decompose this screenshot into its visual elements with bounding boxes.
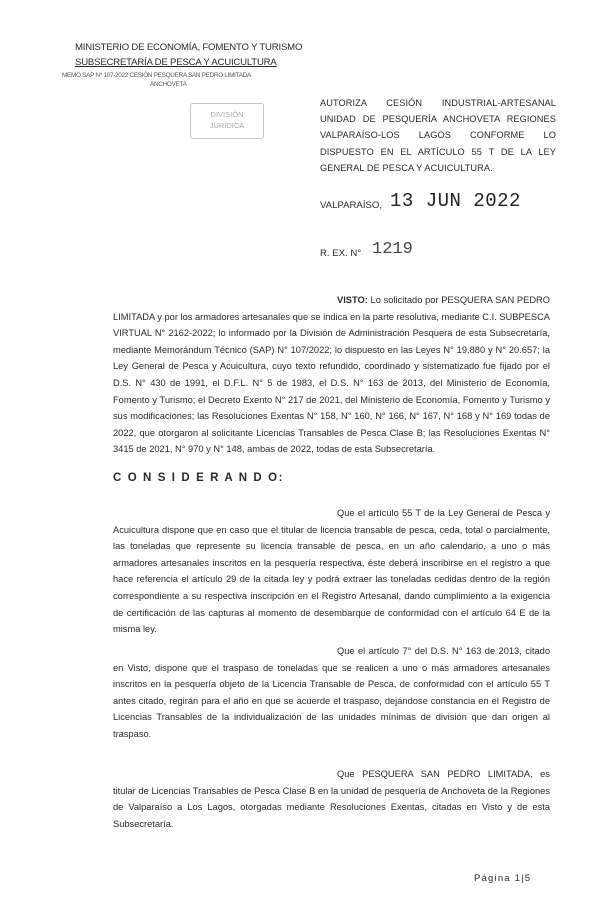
memo-reference-subject: ANCHOVETA [150,81,187,88]
considerando-paragraph-3: Que PESQUERA SAN PEDRO LIMITADA, es titular de Licencias Transables de Pesca Clase B en la unidad de pesquería de Anchoveta de la Regiones de Valparaíso a Los Lagos, otorgadas mediante Resoluciones Exentas, citadas en Visto y de esta Subsecretaría. [113,769,550,829]
page-number: Página 1|5 [474,873,532,884]
considerando-heading: C O N S I D E R A N D O: [113,472,285,484]
visto-label: VISTO: [337,295,368,305]
resolution-title: AUTORIZA CESIÓN INDUSTRIAL-ARTESANAL UNIDAD DE PESQUERÍA ANCHOVETA REGIONES VALPARAÍSO-LOS LAGOS CONFORME LO DISPUESTO EN EL ARTÍCULO 55 T DE LA LEY GENERAL DE PESCA Y ACUICULTURA. [320,98,556,173]
rex-label: R. EX. N° [320,248,362,259]
visto-paragraph [113,292,550,458]
subsecretaria-name: SUBSECRETARÍA DE PESCA Y ACUICULTURA [75,57,277,68]
city-label: VALPARAÍSO, [320,200,383,211]
rex-number: 1219 [372,240,413,259]
visto-text: Lo solicitado por PESQUERA SAN PEDRO LIMITADA y por los armadores artesanales que se indica en la parte resolutiva, mediante C.I. SUBPESCA VIRTUAL N° 2162-2022; lo informado por la División de Administración Pesquera de esta Subsecretaría, mediante Memorándum Técnico (SAP) N° 107/2022; lo dispuesto en las Leyes N° 19.880 y N° 20.657; la Ley General de Pesca y Acuicultura, cuyo texto refundido, coordinado y sistematizado fue fijado por el D.S. N° 430 de 1991, el D.F.L. N° 5 de 1983, el D.S. N° 163 de 2013, del Ministerio de Economía, Fomento y Turismo; el Decreto Exento N° 217 de 2021, del Ministerio de Economía, Fomento y Turismo y sus modificaciones; las Resoluciones Exentas N° 158, N° 160, N° 166, N° 167, N° 168 y N° 169 todas de 2022, que otorgaron al solicitante Licencias Transables de Pesca Clase B; las Resoluciones Exentas N° 3415 de 2021, N° 970 y N° 148, ambas de 2022, todas de esta Subsecretaría. [113,295,550,455]
division-stamp [190,103,264,139]
stamp-line-2: JURÍDICA [209,121,245,130]
ministry-name: MINISTERIO DE ECONOMÍA, FOMENTO Y TURISMO [75,42,303,53]
memo-reference: MEMO SAP N° 107-2022 CESIÓN PESQUERA SAN PEDRO LIMITADA [62,72,251,79]
considerando-paragraph-1: Que el artículo 55 T de la Ley General de Pesca y Acuicultura dispone que en caso que el titular de licencia transable de pesca, ceda, total o parcialmente, las toneladas que represente su licencia transable de pesca, en un año calendario, a uno o más armadores artesanales inscritos en la pesquería respectiva, éste deberá inscribirse en el registro a que hace referencia el artículo 29 de la citada ley y podrá extraer las toneladas cedidas dentro de la región correspondiente a su respectiva inscripción en el Registro Artesanal, dando cumplimiento a la exigencia de certificación de las capturas al momento de desembarque de conformidad con el artículo 64 E de la misma ley. [113,508,550,635]
resolution-date: 13 JUN 2022 [390,190,521,212]
considerando-paragraph-2: Que el artículo 7° del D.S. N° 163 de 2013, citado en Visto, dispone que el traspaso de toneladas que se realicen a uno o más armadores artesanales inscritos en la pesquería objeto de la Licencia Transable de Pesca, de conformidad con el artículo 55 T antes citado, regirán para el año en que se acuerde el traspaso, dejándose constancia en el Registro de Licencias Transables de la individualización de las unidades mínimas de división que dan origen al traspaso. [113,646,550,739]
stamp-line-1: DIVISIÓN [210,110,244,119]
